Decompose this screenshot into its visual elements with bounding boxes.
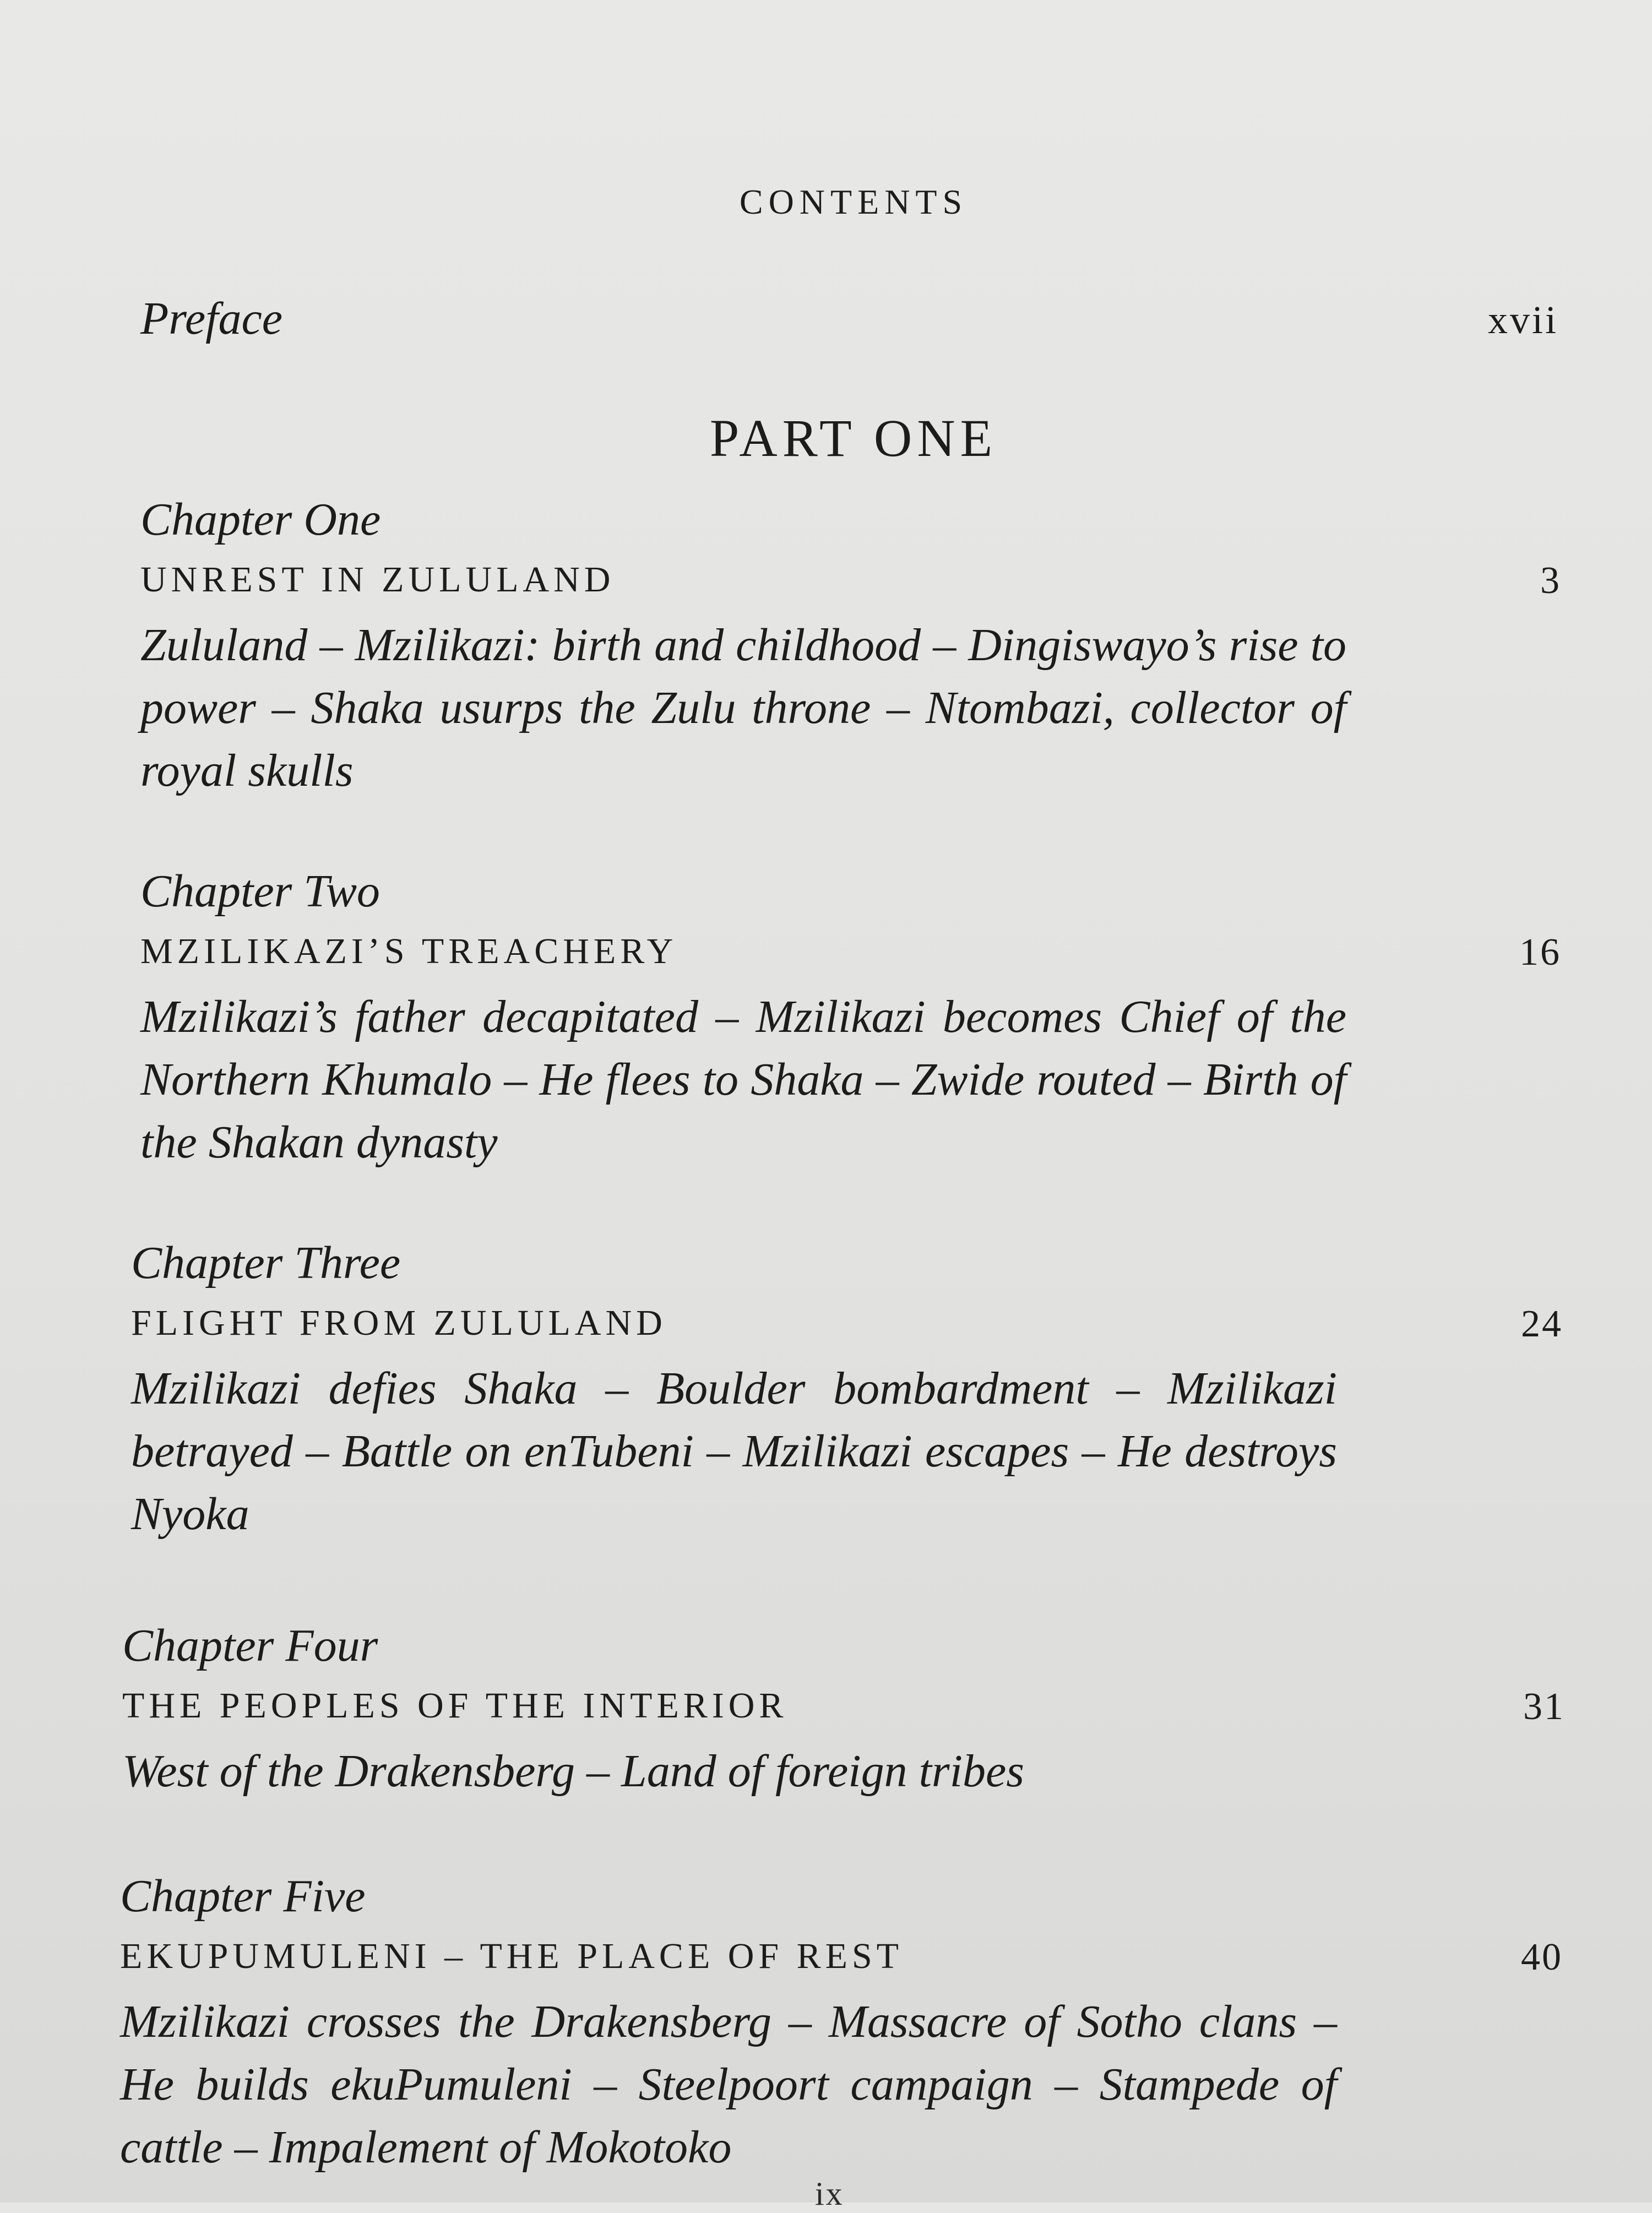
chapter-heading: UNREST IN ZULULAND xyxy=(140,559,615,600)
chapter-page-number: 3 xyxy=(1540,559,1561,602)
contents-heading: CONTENTS xyxy=(739,182,968,221)
chapter-label: Chapter Two xyxy=(140,866,380,917)
chapter-summary: Mzilikazi crosses the Drakensberg – Massacre of Sotho clans – He builds ekuPumuleni – Steelpoort campaign – Stampede of cattle – Impalement of Mokotoko xyxy=(120,1996,1337,2173)
chapter-heading: EKUPUMULENI – THE PLACE OF REST xyxy=(120,1936,903,1976)
chapter-label: Chapter Three xyxy=(131,1237,401,1288)
preface-page-number: xvii xyxy=(1487,298,1558,342)
preface-title: Preface xyxy=(140,293,283,344)
chapter-summary: Mzilikazi defies Shaka – Boulder bombardment – Mzilikazi betrayed – Battle on enTubeni – Mzilikazi escapes – He destroys Nyoka xyxy=(131,1363,1337,1540)
chapter-heading: MZILIKAZI’S TREACHERY xyxy=(140,931,678,971)
chapter-summary: Mzilikazi’s father decapitated – Mzilikazi becomes Chief of the Northern Khumalo – He flees to Shaka – Zwide routed – Birth of the Shakan dynasty xyxy=(140,991,1346,1168)
chapter-label: Chapter Five xyxy=(120,1871,366,1922)
chapter-summary: Zululand – Mzilikazi: birth and childhood – Dingiswayo’s rise to power – Shaka usurps the Zulu throne – Ntombazi, collector of royal skulls xyxy=(140,619,1346,796)
chapter-heading: THE PEOPLES OF THE INTERIOR xyxy=(122,1685,788,1726)
part-heading: PART ONE xyxy=(709,409,998,467)
chapter-page-number: 16 xyxy=(1519,931,1561,974)
chapter-page-number: 31 xyxy=(1523,1685,1565,1728)
chapter-label: Chapter One xyxy=(140,494,381,545)
chapter-page-number: 40 xyxy=(1521,1936,1563,1978)
chapter-label: Chapter Four xyxy=(122,1620,378,1671)
page-number-footer: ix xyxy=(815,2176,844,2212)
chapter-page-number: 24 xyxy=(1521,1303,1563,1345)
chapter-summary: West of the Drakensberg – Land of foreign tribes xyxy=(122,1746,1024,1797)
chapter-heading: FLIGHT FROM ZULULAND xyxy=(131,1303,667,1343)
